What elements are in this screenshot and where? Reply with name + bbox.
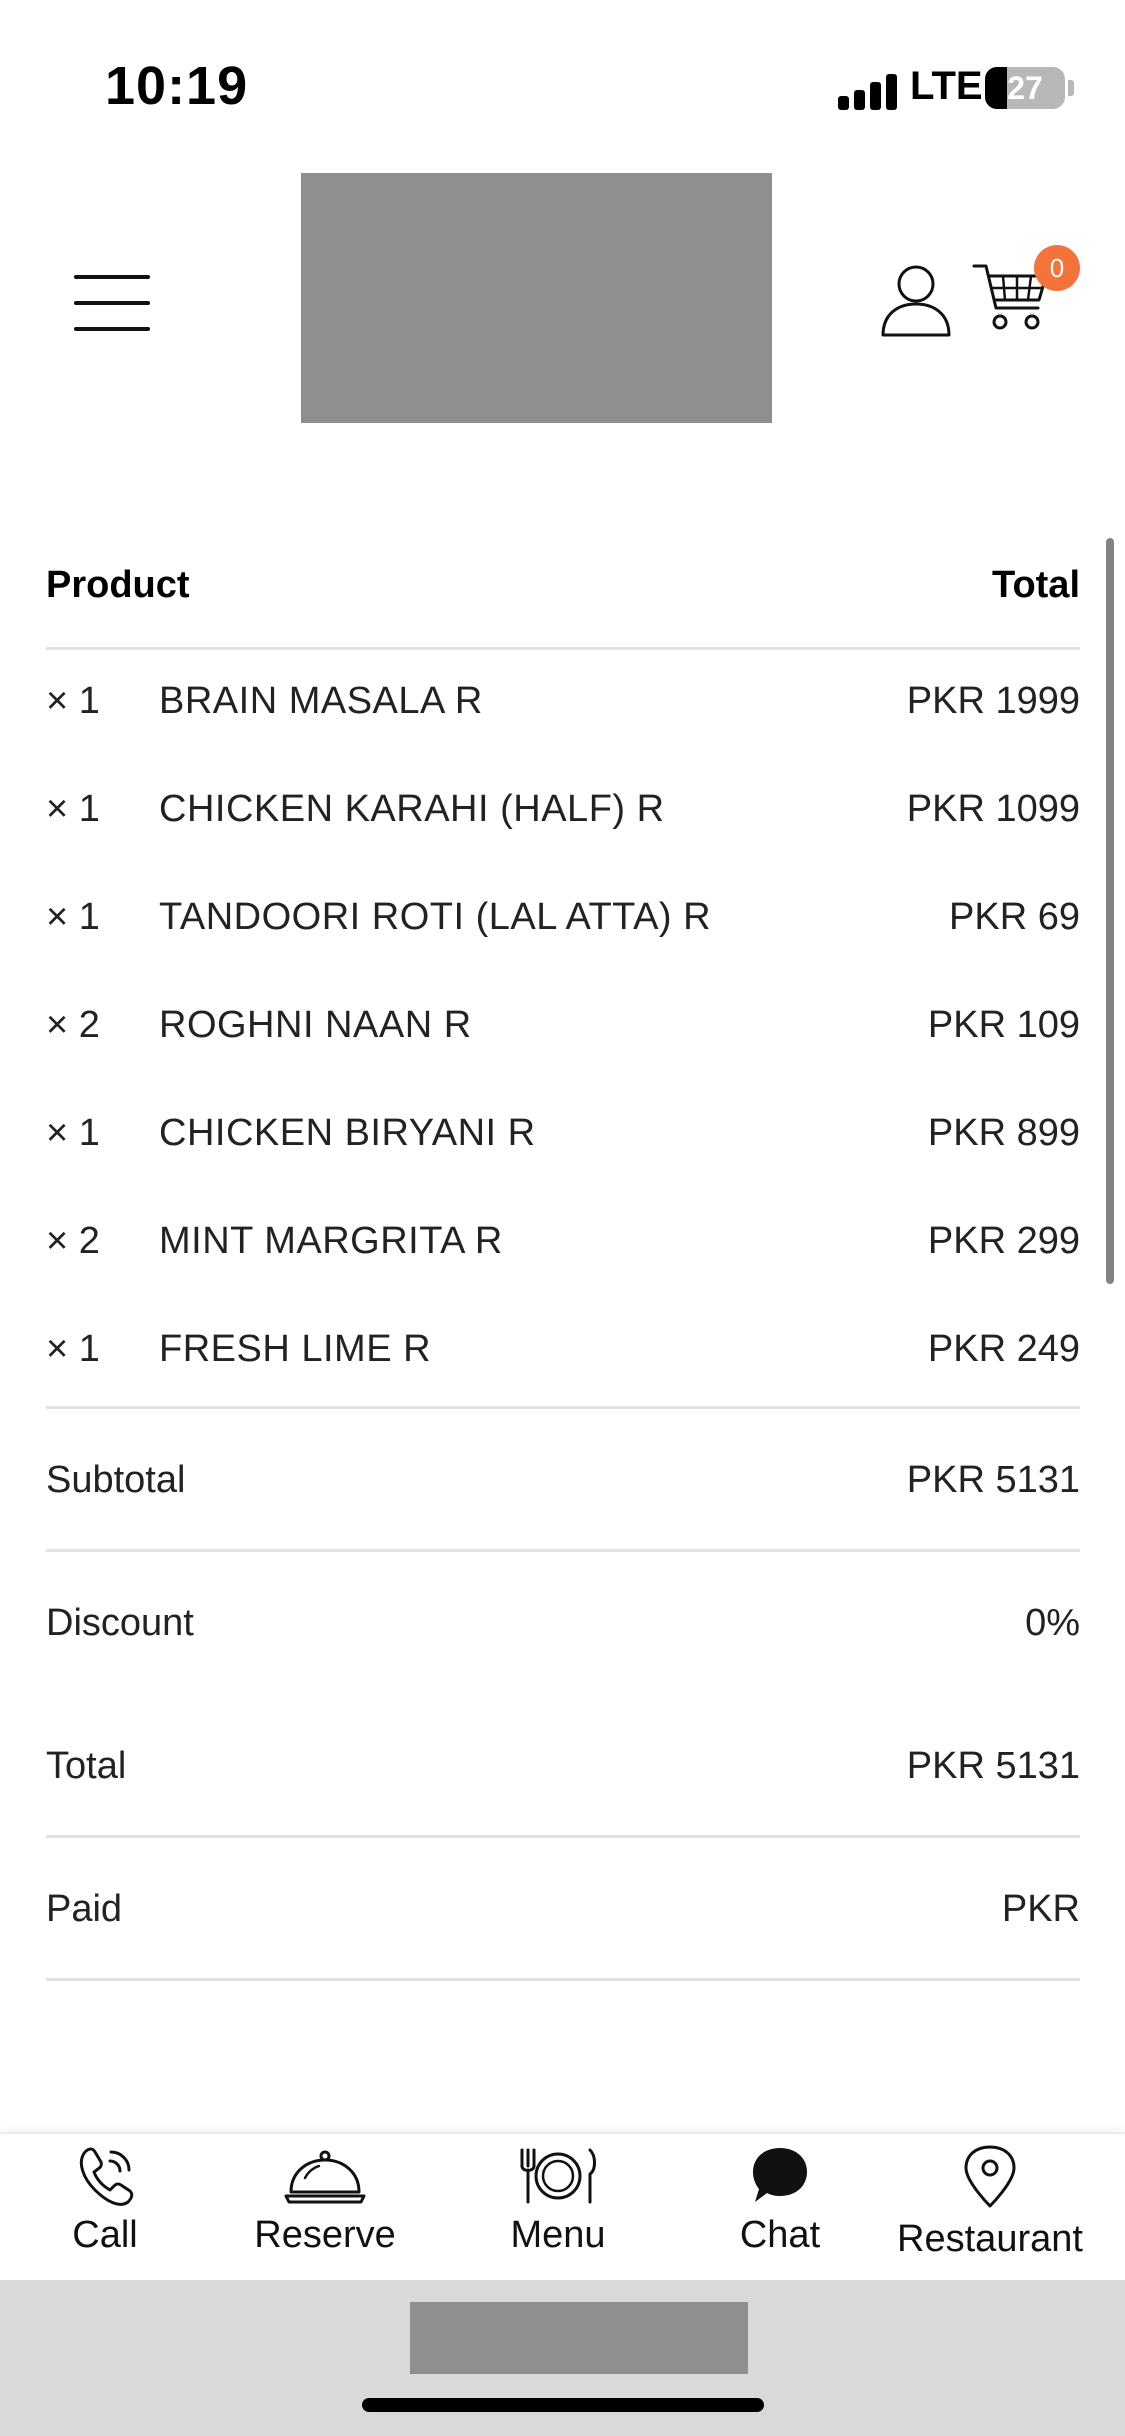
order-items	[46, 650, 1080, 1409]
order-item-row	[46, 1190, 1080, 1298]
item-quantity: × 2	[46, 1004, 100, 1046]
nav-call[interactable]	[40, 2144, 170, 2274]
item-name: TANDOORI ROTI (LAL ATTA) R	[159, 896, 712, 938]
chat-bubble-icon	[749, 2144, 811, 2206]
home-indicator-area	[0, 2280, 1125, 2436]
order-item-row	[46, 1298, 1080, 1406]
order-item-row	[46, 974, 1080, 1082]
logo[interactable]	[301, 173, 772, 423]
order-summary	[46, 540, 1080, 1981]
scrollbar[interactable]	[1106, 538, 1114, 1284]
item-name: CHICKEN BIRYANI R	[159, 1112, 536, 1154]
total-column-header: Total	[992, 564, 1080, 606]
order-table-header	[46, 540, 1080, 650]
hamburger-icon[interactable]	[74, 275, 150, 331]
order-item-row	[46, 866, 1080, 974]
nav-call-label: Call	[72, 2214, 138, 2256]
battery-icon	[985, 67, 1065, 109]
item-name: FRESH LIME R	[159, 1328, 432, 1370]
discount-row	[46, 1552, 1080, 1695]
nav-restaurant-label: Restaurant	[897, 2218, 1083, 2260]
location-pin-icon	[962, 2144, 1018, 2210]
battery-percent: 27	[1007, 70, 1043, 106]
nav-restaurant[interactable]	[890, 2144, 1090, 2274]
total-value: PKR 5131	[906, 1745, 1080, 1787]
subtotal-value: PKR 5131	[906, 1459, 1080, 1501]
phone-icon	[75, 2144, 135, 2206]
item-price: PKR 1999	[906, 680, 1080, 722]
nav-menu-label: Menu	[510, 2214, 606, 2256]
paid-value: PKR	[1001, 1888, 1080, 1930]
product-column-header: Product	[46, 564, 190, 606]
paid-label: Paid	[46, 1888, 123, 1930]
item-price: PKR 1099	[906, 788, 1080, 830]
item-quantity: × 1	[46, 680, 100, 722]
subtotal-label: Subtotal	[46, 1459, 186, 1501]
total-row	[46, 1695, 1080, 1838]
bottom-nav	[0, 2132, 1125, 2280]
discount-value: 0%	[1025, 1602, 1080, 1644]
item-name: CHICKEN KARAHI (HALF) R	[159, 788, 665, 830]
cloche-icon	[283, 2144, 367, 2206]
status-bar	[0, 0, 1125, 150]
paid-row	[46, 1838, 1080, 1981]
item-price: PKR 109	[927, 1004, 1080, 1046]
item-price: PKR 299	[927, 1220, 1080, 1262]
status-time: 10:19	[105, 56, 249, 116]
item-quantity: × 1	[46, 896, 100, 938]
battery-cap	[1068, 80, 1074, 96]
redacted-block	[410, 2302, 748, 2374]
subtotal-row	[46, 1409, 1080, 1552]
item-name: BRAIN MASALA R	[159, 680, 483, 722]
user-icon[interactable]	[880, 262, 952, 338]
item-quantity: × 1	[46, 1112, 100, 1154]
total-label: Total	[46, 1745, 127, 1787]
signal-icon	[838, 70, 898, 110]
home-indicator[interactable]	[362, 2398, 764, 2412]
item-price: PKR 899	[927, 1112, 1080, 1154]
item-price: PKR 249	[927, 1328, 1080, 1370]
discount-label: Discount	[46, 1602, 194, 1644]
item-price: PKR 69	[949, 896, 1080, 938]
cart-count-badge: 0	[1034, 245, 1080, 291]
plate-cutlery-icon	[516, 2144, 600, 2206]
item-name: MINT MARGRITA R	[159, 1220, 503, 1262]
nav-menu[interactable]	[488, 2144, 628, 2274]
network-label: LTE	[910, 64, 983, 108]
header	[0, 150, 1125, 450]
item-quantity: × 2	[46, 1220, 100, 1262]
nav-reserve-label: Reserve	[254, 2214, 396, 2256]
order-item-row	[46, 758, 1080, 866]
nav-reserve[interactable]	[245, 2144, 405, 2274]
nav-chat[interactable]	[720, 2144, 840, 2274]
order-item-row	[46, 650, 1080, 758]
nav-chat-label: Chat	[739, 2214, 821, 2256]
item-quantity: × 1	[46, 1328, 100, 1370]
item-name: ROGHNI NAAN R	[159, 1004, 472, 1046]
item-quantity: × 1	[46, 788, 100, 830]
order-item-row	[46, 1082, 1080, 1190]
